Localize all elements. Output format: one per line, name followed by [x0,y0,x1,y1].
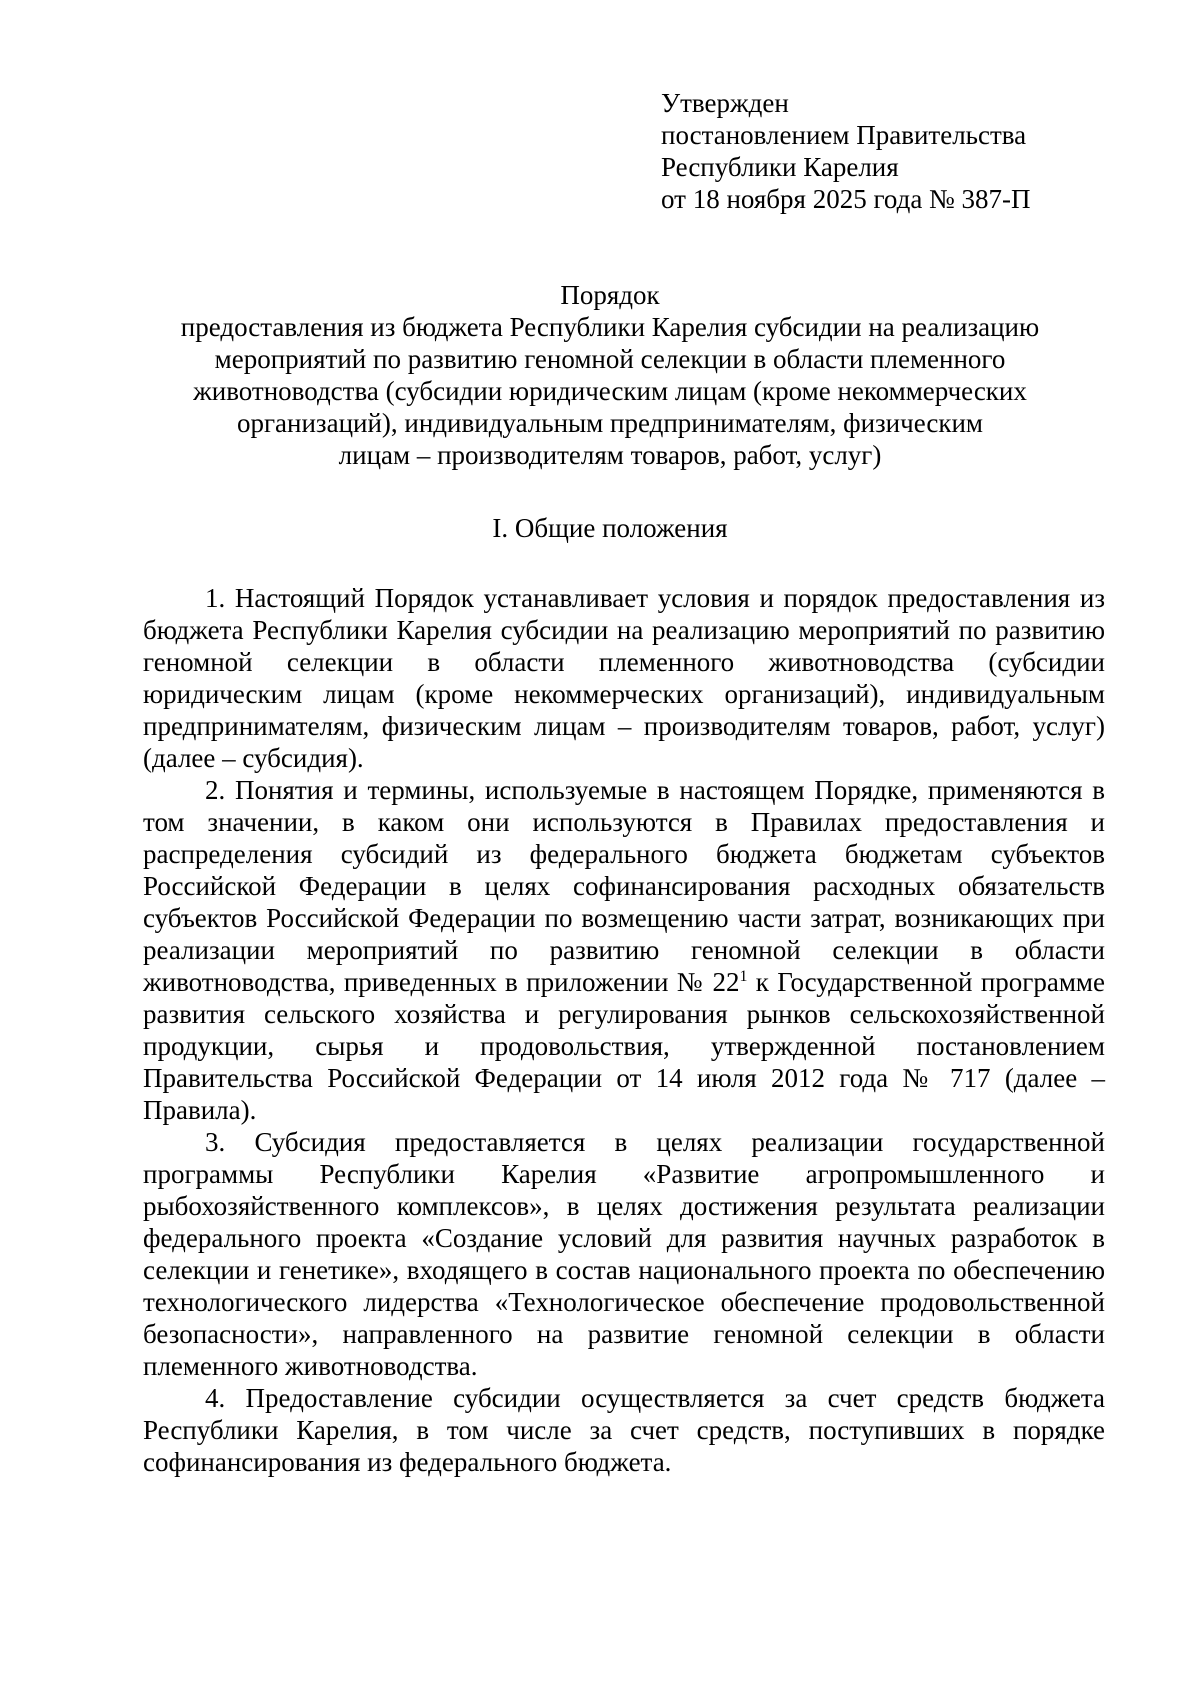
paragraph-3: 3. Субсидия предоставляется в целях реализации государственной программы Республики Карелия «Развитие агропромышленного и рыбохозяйственного комплексов», в целях достижения результата реализации федерального проекта «Создание условий для развития научных разработок в селекции и генетике», входящего в состав национального проекта по обеспечению технологического лидерства «Технологическое обеспечение продовольственной безопасности», направленного на развитие геномной селекции в области племенного животноводства. [143,1127,1105,1381]
section-heading: I. Общие положения [492,513,728,543]
footnote-superscript: 1 [739,968,748,985]
approval-line: постановлением Правительства [661,120,1027,150]
title-line: организаций), индивидуальным предпринимателям, физическим [236,408,984,438]
title-line: предоставления из бюджета Республики Карелия субсидии на реализацию [180,312,1040,342]
approval-line: Республики Карелия [661,152,899,182]
approval-line: Утвержден [661,88,789,118]
paragraph-4: 4. Предоставление субсидии осуществляется за счет средств бюджета Республики Карелия, в том числе за счет средств, поступивших в порядке софинансирования из федерального бюджета. [143,1383,1105,1477]
title-line: мероприятий по развитию геномной селекции в области племенного [214,344,1006,374]
approval-line: от 18 ноября 2025 года № 387-П [661,184,1031,214]
document-title [150,279,1070,471]
paragraph-2 [143,774,1105,1126]
title-heading: Порядок [560,280,660,310]
paragraph-1: 1. Настоящий Порядок устанавливает условия и порядок предоставления из бюджета Республики Карелия субсидии на реализацию мероприятий по развитию геномной селекции в области племенного животноводства (субсидии юридическим лицам (кроме некоммерческих организаций), индивидуальным предпринимателям, физическим лицам – производителям товаров, работ, услуг) (далее – субсидия). [143,583,1105,773]
document-body [143,582,1105,1478]
paragraph-2-text: 2. Понятия и термины, используемые в настоящем Порядке, применяются в том значении, в каком они используются в Правилах предоставления и распределения субсидий из федерального бюджета бюджетам субъектов Российской Федерации в целях софинансирования расходных обязательств субъектов Российской Федерации по возмещению части затрат, возникающих при реализации мероприятий по развитию геномной селекции в области животноводства, приведенных в приложении № 22 [143,775,1105,997]
title-line: лицам – производителям товаров, работ, услуг) [338,440,882,470]
approval-stamp [661,87,1141,215]
title-line: животноводства (субсидии юридическим лицам (кроме некоммерческих [193,376,1027,406]
paragraph-2-text-cont: к Государственной программе развития сельского хозяйства и регулирования рынков сельскохозяйственной продукции, сырья и продовольствия, утвержденной постановлением Правительства Российской Федерации от 14 июля 2012 года № 717 (далее – Правила). [143,967,1105,1125]
